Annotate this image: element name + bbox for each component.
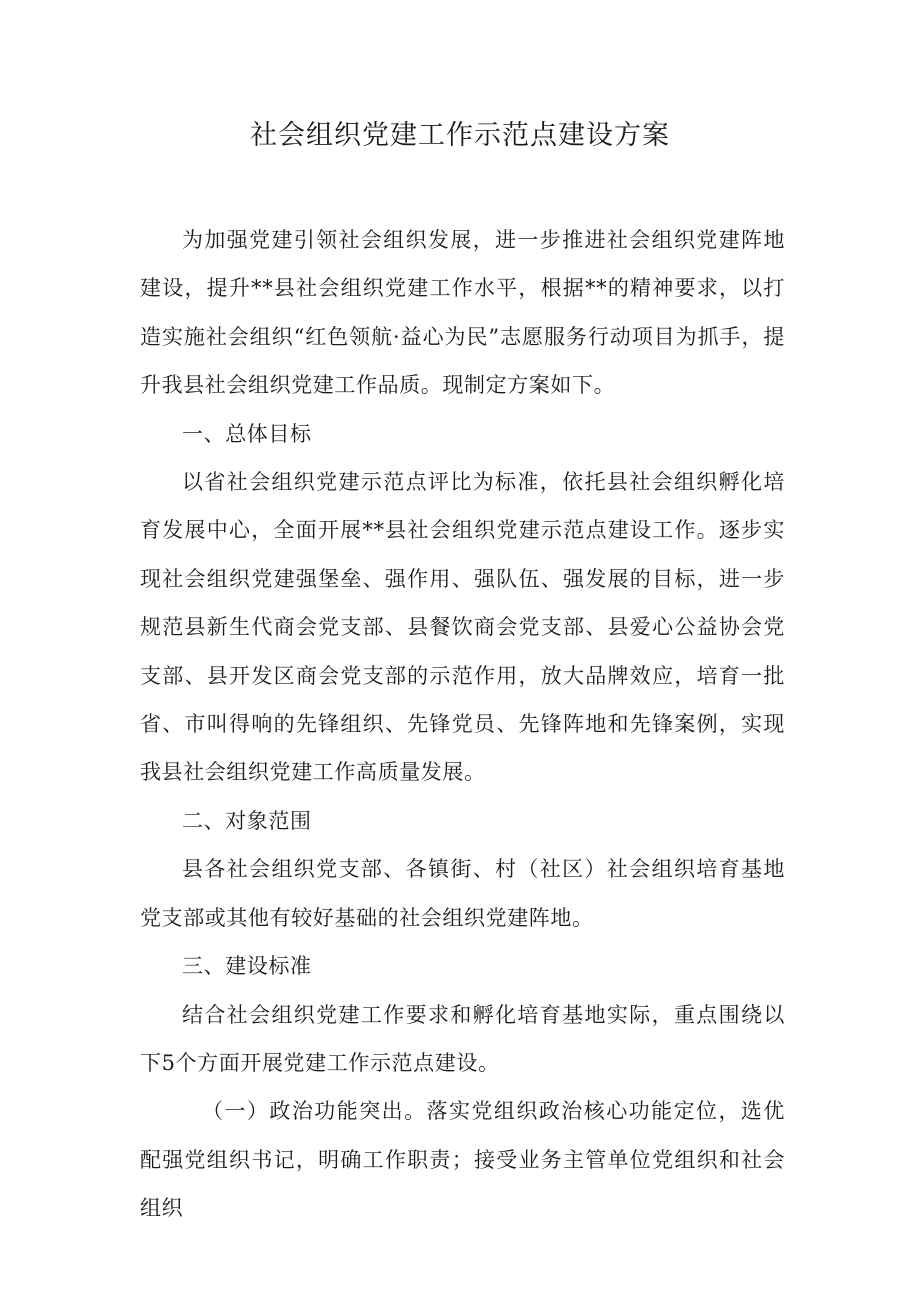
paragraph-scope: 县各社会组织党支部、各镇街、村（社区）社会组织培育基地党支部或其他有较好基础的社会组织党建阵地。 [140,857,785,930]
document-title: 社会组织党建工作示范点建设方案 [250,120,670,151]
heading-standards: 三、建设标准 [182,954,312,979]
heading-scope: 二、对象范围 [182,808,312,833]
heading-overall-goal: 一、总体目标 [182,421,312,446]
paragraph-intro: 为加强党建引领社会组织发展，进一步推进社会组织党建阵地建设，提升**县社会组织党建工作水平，根据**的精神要求，以打造实施社会组织“红色领航·益心为民”志愿服务行动项目为抓手，提升我县社会组织党建工作品质。现制定方案如下。 [140,228,785,398]
document-body [140,216,785,1233]
paragraph-overall-goal: 以省社会组织党建示范点评比为标准，依托县社会组织孵化培育发展中心，全面开展**县社会组织党建示范点建设工作。逐步实现社会组织党建强堡垒、强作用、强队伍、强发展的目标，进一步规范县新生代商会党支部、县餐饮商会党支部、县爱心公益协会党支部、县开发区商会党支部的示范作用，放大品牌效应，培育一批省、市叫得响的先锋组织、先锋党员、先锋阵地和先锋案例，实现我县社会组织党建工作高质量发展。 [140,470,785,785]
paragraph-standards: 结合社会组织党建工作要求和孵化培育基地实际，重点围绕以下5个方面开展党建工作示范点建设。 [140,1002,785,1075]
paragraph-political-function: （一）政治功能突出。落实党组织政治核心功能定位，选优配强党组织书记，明确工作职责；接受业务主管单位党组织和社会组织 [140,1099,785,1221]
